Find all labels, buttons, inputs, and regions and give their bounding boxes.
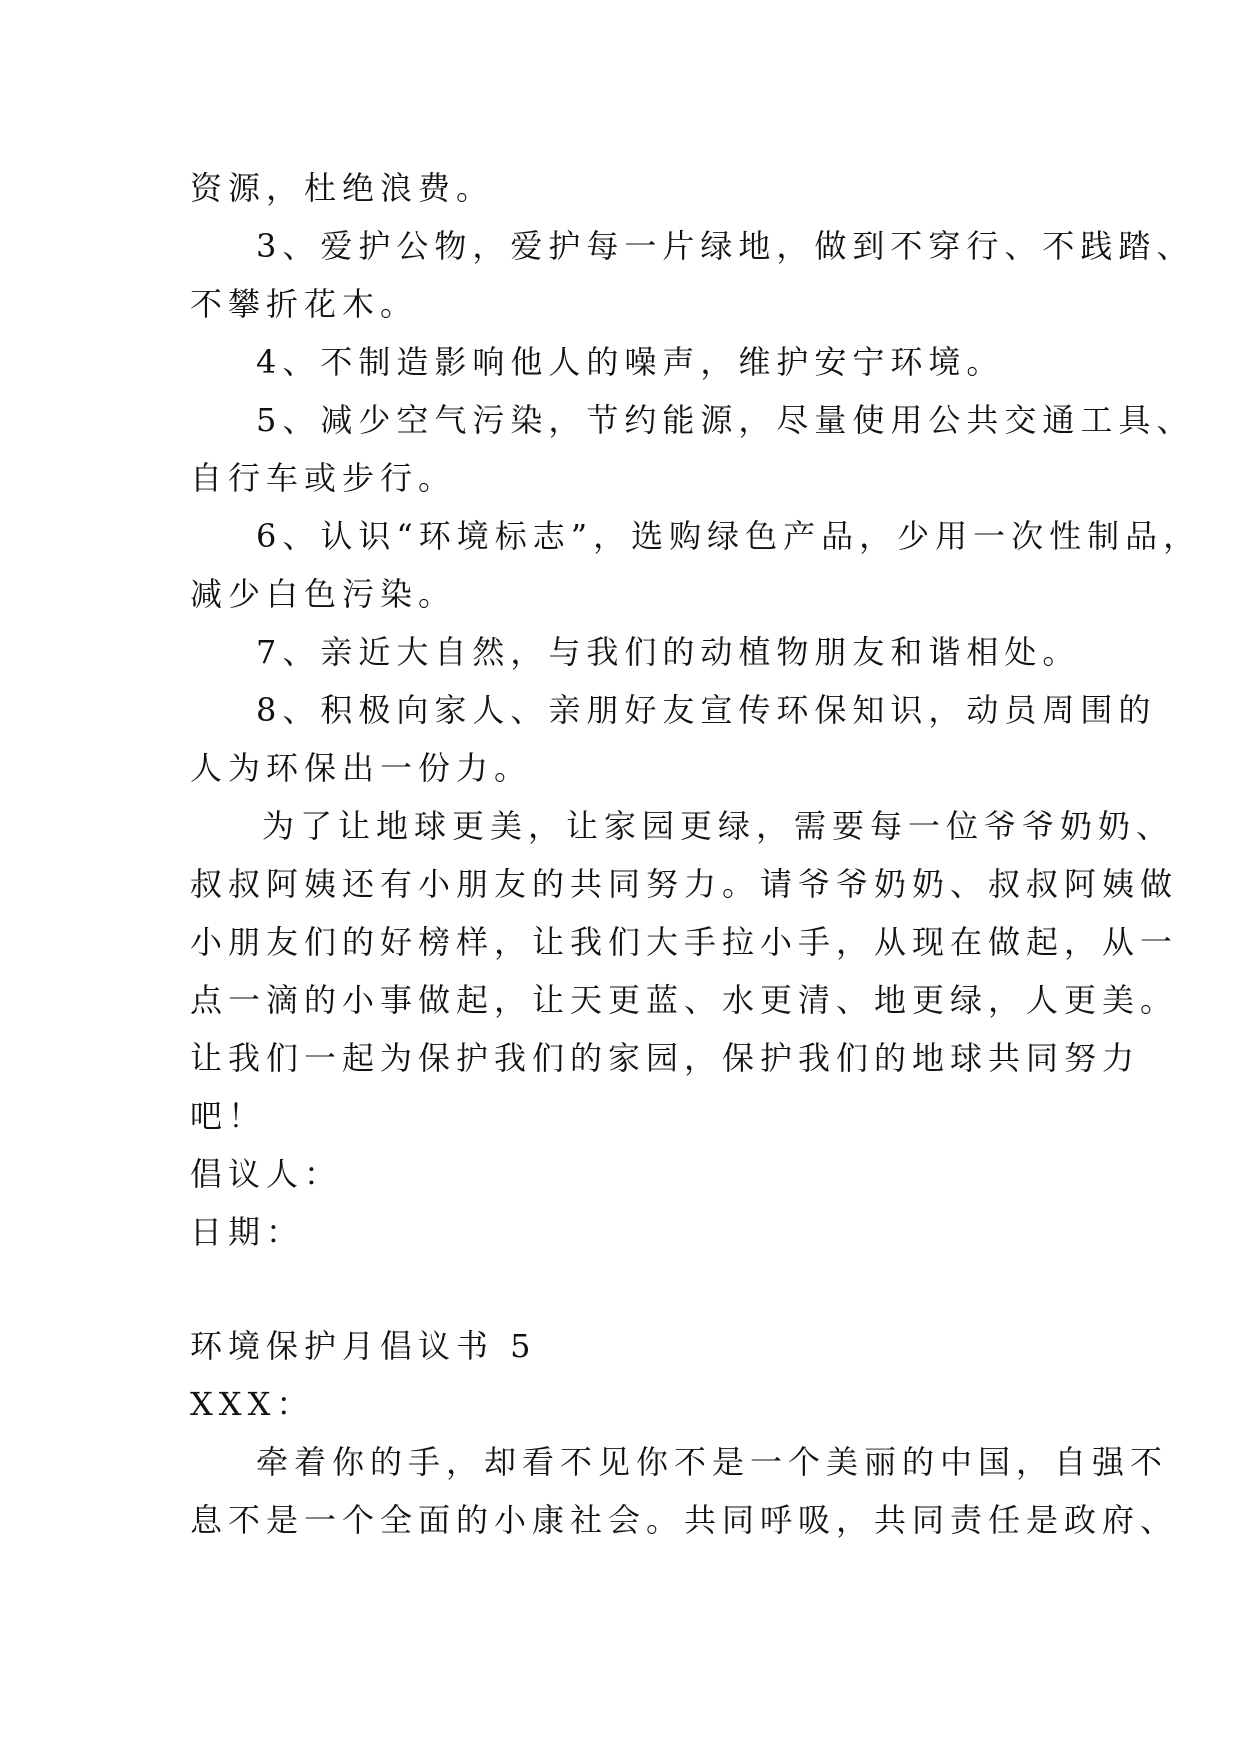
item-5-line-2: 自行车或步行。 [190, 459, 457, 497]
item-8-line-1: 8、积极向家人、亲朋好友宣传环保知识，动员周围的 [256, 691, 1157, 729]
item-3-line-2: 不攀折花木。 [190, 285, 419, 323]
closing-paragraph-line-4: 点一滴的小事做起，让天更蓝、水更清、地更绿，人更美。 [190, 981, 1179, 1019]
item-3-line-1: 3、爱护公物，爱护每一片绿地，做到不穿行、不践踏、 [256, 227, 1195, 265]
item-4: 4、不制造影响他人的噪声，维护安宁环境。 [256, 343, 1005, 381]
item-8-line-2: 人为环保出一份力。 [190, 749, 533, 787]
item-7: 7、亲近大自然，与我们的动植物朋友和谐相处。 [256, 633, 1081, 671]
item-6-line-2: 减少白色污染。 [190, 575, 457, 613]
proposer-label: 倡议人： [190, 1155, 343, 1193]
body-line-1: 牵着你的手，却看不见你不是一个美丽的中国，自强不 [256, 1443, 1169, 1481]
text-line-1: 资源，杜绝浪费。 [190, 169, 495, 207]
item-5-line-1: 5、减少空气污染，节约能源，尽量使用公共交通工具、 [256, 401, 1195, 439]
closing-paragraph-line-2: 叔叔阿姨还有小朋友的共同努力。请爷爷奶奶、叔叔阿姨做 [190, 865, 1179, 903]
date-label: 日期： [190, 1213, 305, 1251]
closing-paragraph-line-3: 小朋友们的好榜样，让我们大手拉小手，从现在做起，从一 [190, 923, 1179, 961]
item-6-line-1: 6、认识“环境标志”，选购绿色产品，少用一次性制品， [256, 517, 1202, 555]
section-title: 环境保护月倡议书 5 [190, 1327, 537, 1365]
closing-paragraph-line-6: 吧！ [190, 1097, 267, 1135]
closing-paragraph-line-5: 让我们一起为保护我们的家园，保护我们的地球共同努力 [190, 1039, 1141, 1077]
closing-paragraph-line-1: 为了让地球更美，让家园更绿，需要每一位爷爷奶奶、 [262, 807, 1175, 845]
body-line-2: 息不是一个全面的小康社会。共同呼吸，共同责任是政府、 [190, 1501, 1179, 1539]
salutation: XXX： [190, 1385, 315, 1423]
